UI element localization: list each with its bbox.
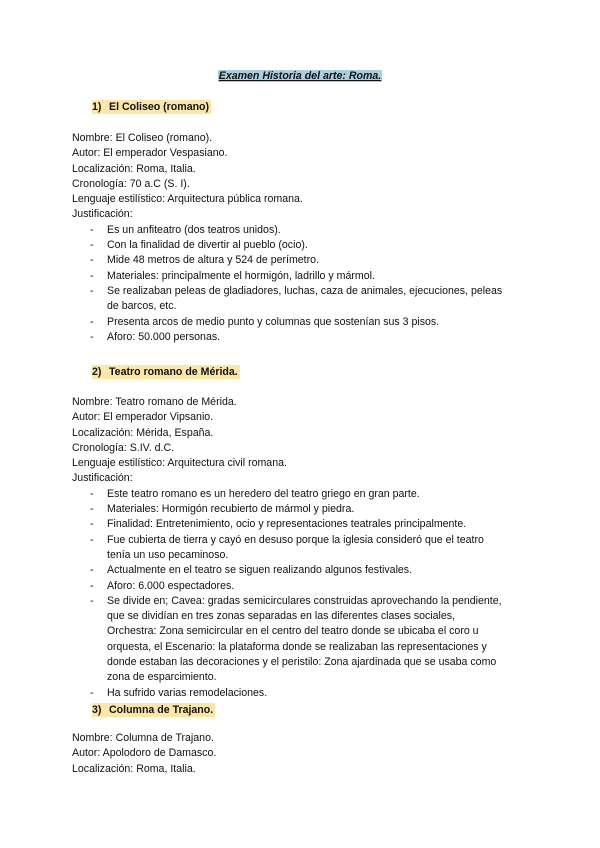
field-line: Autor: Apolodoro de Damasco. (72, 747, 217, 760)
field-line: Nombre: Teatro romano de Mérida. (72, 396, 237, 408)
field-line: Autor: El emperador Vespasiano. (72, 147, 228, 160)
field-line: Localización: Roma, Italia. (72, 762, 196, 775)
section-2-heading: 2) Teatro romano de Mérida. (92, 366, 238, 378)
section-3-body (72, 731, 532, 777)
section-1-heading: 1) El Coliseo (romano) (92, 101, 210, 113)
field-line: Nombre: Columna de Trajano. (72, 732, 214, 744)
list-item: - Aforo: 50.000 personas. (72, 330, 532, 345)
field-line: Nombre: El Coliseo (romano). (72, 132, 213, 144)
section-2-body (72, 395, 532, 701)
list-item: - Ha sufrido varias remodelaciones. (72, 686, 532, 701)
field-line: Localización: Mérida, España. (72, 426, 214, 439)
field-line: Autor: El emperador Vipsanio. (72, 411, 214, 424)
list-item: - Este teatro romano es un heredero del teatro griego en gran parte. (72, 487, 532, 502)
list-item: - Aforo: 6.000 espectadores. (72, 579, 532, 594)
field-line: Lenguaje estilístico: Arquitectura civil romana. (72, 457, 287, 470)
section-1-body (72, 131, 532, 345)
list-item: - Materiales: principalmente el hormigón, ladrillo y mármol. (72, 269, 532, 284)
list-item: - Se realizaban peleas de gladiadores, luchas, caza de animales, ejecuciones, peleas de barcos, etc. (72, 284, 532, 315)
field-line: Localización: Roma, Italia. (72, 162, 196, 175)
list-item: - Actualmente en el teatro se siguen realizando algunos festivales. (72, 563, 532, 578)
field-line: Cronología: S.IV. d.C. (72, 441, 175, 454)
list-item: - Mide 48 metros de altura y 524 de perímetro. (72, 253, 532, 268)
list-item: - Fue cubierta de tierra y cayó en desuso porque la iglesia consideró que el teatro tenía un uso pecaminoso. (72, 533, 532, 564)
section-3-heading: 3) Columna de Trajano. (92, 704, 214, 716)
list-item: - Finalidad: Entretenimiento, ocio y representaciones teatrales principalmente. (72, 517, 532, 532)
list-item: - Se divide en; Cavea: gradas semicirculares construidas aprovechando la pendiente, que se dividían en tres zonas separadas en las diferentes clases sociales, Orchestra: Zona semicircular en el centro del teatro donde se ubicaba el coro u orquesta, el Escenario: la plataforma donde se realizaban las representaciones y donde estaban las decoraciones y el peristilo: Zona ajardinada que se usaba como zona de esparcimiento. (72, 594, 532, 686)
field-line: Cronología: 70 a.C (S. I). (72, 177, 190, 190)
list-item: - Es un anfiteatro (dos teatros unidos). (72, 223, 532, 238)
field-line: Justificación: (72, 208, 133, 221)
document-title: Examen Historia del arte: Roma. (218, 70, 382, 82)
field-line: Justificación: (72, 472, 133, 485)
justification-list (72, 487, 532, 701)
list-item: - Presenta arcos de medio punto y columnas que sostenían sus 3 pisos. (72, 315, 532, 330)
field-line: Lenguaje estilístico: Arquitectura pública romana. (72, 193, 303, 206)
list-item: - Con la finalidad de divertir al pueblo (ocio). (72, 238, 532, 253)
list-item: - Materiales: Hormigón recubierto de mármol y piedra. (72, 502, 532, 517)
justification-list (72, 223, 532, 345)
